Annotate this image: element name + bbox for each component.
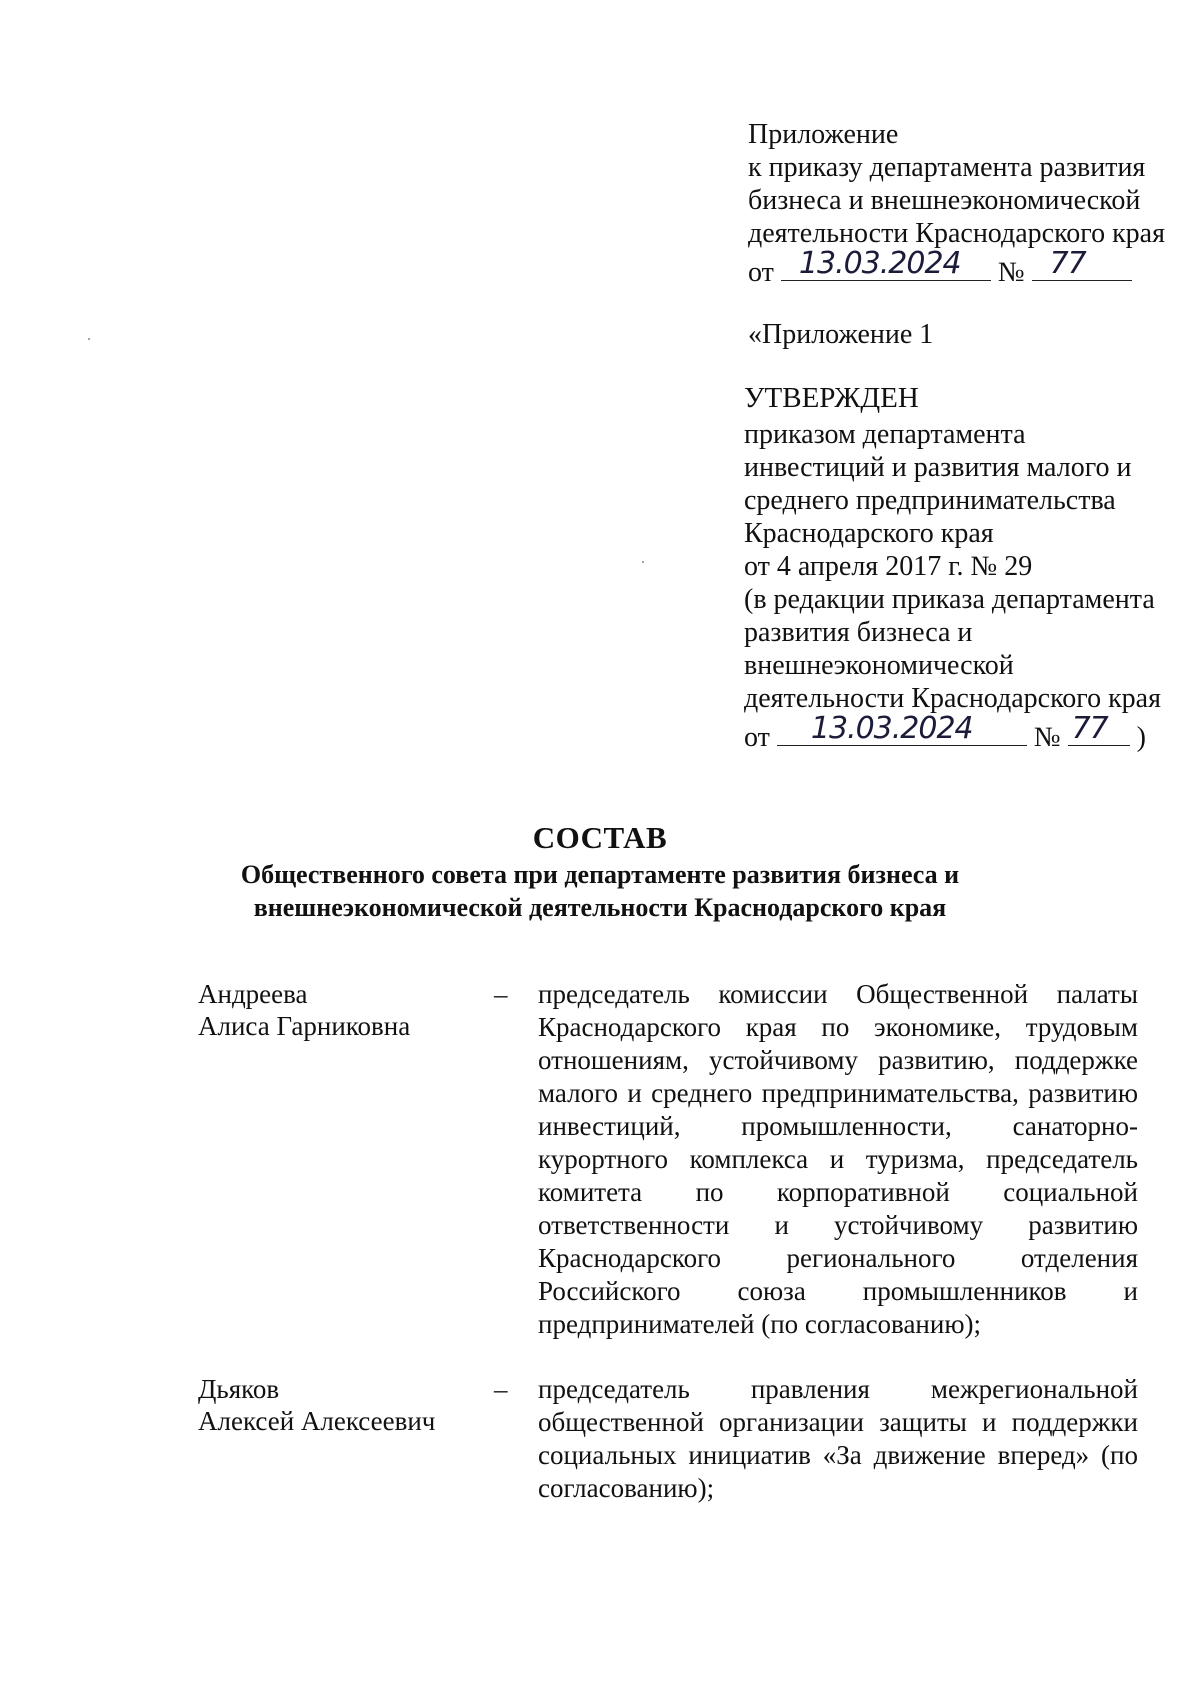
approved-title: УТВЕРЖДЕН (744, 382, 919, 414)
closing-parenthesis: ) (1136, 722, 1146, 753)
member-given-names: Алиса Гарниковна (198, 1011, 411, 1041)
heading-title: СОСТАВ (532, 820, 668, 855)
annex-title: Приложение (748, 119, 899, 150)
number-underline (1032, 246, 1132, 281)
date-prefix: от (748, 257, 774, 288)
approved-line: развития бизнеса и (744, 617, 973, 648)
annex-date-row (748, 246, 1178, 289)
annex-line: бизнеса и внешнеэкономической (748, 185, 1141, 216)
member-surname: Дьяков (198, 1374, 280, 1404)
members-list (190, 978, 1150, 1537)
approved-line: инвестиций и развития малого и (744, 452, 1132, 483)
approved-line: деятельности Краснодарского края (744, 683, 1161, 714)
approved-block (744, 382, 1184, 754)
heading-subtitle-line: Общественного совета при департаменте развития бизнеса и (240, 860, 960, 889)
member-dash: – (494, 1374, 508, 1404)
annex-line: к приказу департамента развития (748, 152, 1146, 183)
number-sign: № (997, 257, 1025, 288)
member-entry (190, 1373, 1150, 1505)
handwritten-date: 13.03.2024 (798, 246, 961, 281)
member-surname: Андреева (198, 979, 308, 1009)
approved-line: внешнеэкономической (744, 650, 1014, 681)
heading-subtitle-line: внешнеэкономической деятельности Краснодарского края (253, 893, 947, 922)
handwritten-date: 13.03.2024 (810, 711, 973, 746)
approved-line: Краснодарского края (744, 518, 994, 549)
document-heading (0, 818, 1200, 924)
annex-block (748, 118, 1178, 289)
member-name (198, 1373, 498, 1437)
approved-line: приказом департамента (744, 419, 1026, 450)
date-underline (777, 711, 1027, 746)
approved-line: среднего предпринимательства (744, 485, 1116, 516)
scan-speck (642, 561, 644, 563)
member-dash: – (494, 979, 508, 1009)
approved-line: от 4 апреля 2017 г. № 29 (744, 551, 1033, 582)
annex1-label: «Приложение 1 (748, 319, 934, 350)
date-prefix: от (744, 722, 770, 753)
member-given-names: Алексей Алексеевич (198, 1406, 436, 1436)
scan-speck (88, 338, 90, 340)
number-underline (1068, 711, 1130, 746)
approved-line: (в редакции приказа департамента (744, 584, 1155, 615)
handwritten-number: 77 (1071, 711, 1108, 746)
handwritten-number: 77 (1049, 246, 1086, 281)
member-role: председатель правления межрегиональной общественной организации защиты и поддержки социальных инициатив «За движение вперед» (по согласованию); (538, 1374, 1138, 1503)
member-role: председатель комиссии Общественной палаты Краснодарского края по экономике, трудовым отношениям, устойчивому развитию, поддержке малого и среднего предпринимательства, развитию инвестиций, промышленности, санаторно-курортного комплекса и туризма, председатель комитета по корпоративной социальной ответственности и устойчивому развитию Краснодарского регионального отделения Российского союза промышленников и предпринимателей (по согласованию); (538, 979, 1138, 1339)
annex-line: деятельности Краснодарского края (748, 218, 1165, 249)
date-underline (781, 246, 991, 281)
approved-date-row (744, 711, 1184, 754)
member-name (198, 978, 498, 1042)
number-sign: № (1033, 722, 1061, 753)
member-entry (190, 978, 1150, 1341)
